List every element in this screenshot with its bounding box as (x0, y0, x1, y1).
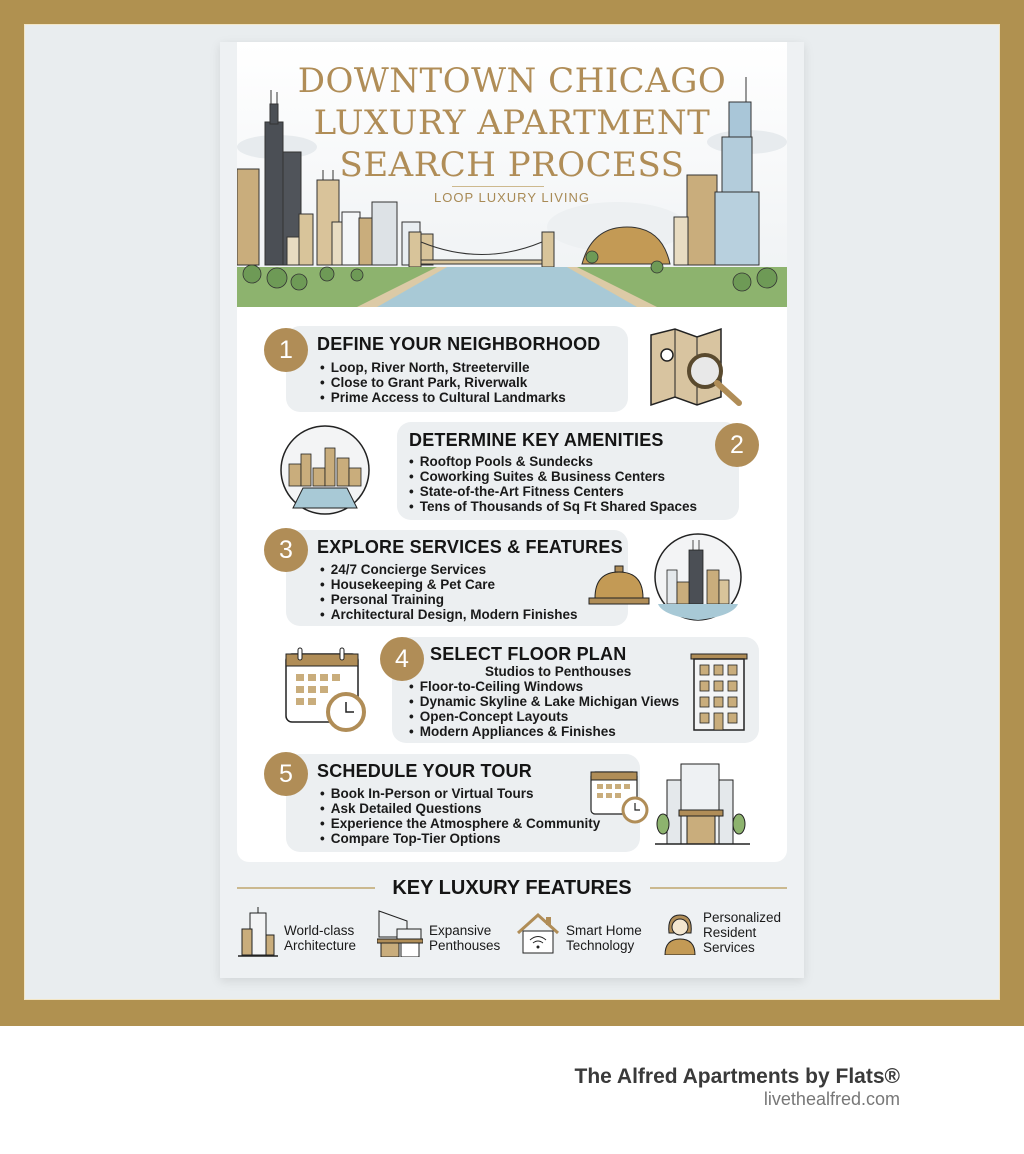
subtitle-divider (452, 186, 544, 187)
bullet: • Rooftop Pools & Sundecks (409, 454, 697, 469)
bullet: • Experience the Atmosphere & Community (320, 816, 600, 831)
building-entrance-icon (655, 758, 750, 848)
infographic-poster (220, 42, 804, 978)
bullet: • Compare Top-Tier Options (320, 831, 600, 846)
step-5-bullets (320, 786, 600, 846)
key-features-title: KEY LUXURY FEATURES (392, 877, 632, 899)
skyline-circle-icon (653, 532, 743, 622)
brand-url[interactable]: livethealfred.com (763, 1089, 900, 1109)
key-feature-smart-home (516, 905, 656, 965)
key-feature-architecture (238, 905, 378, 965)
bullet: • Architectural Design, Modern Finishes (320, 607, 578, 622)
hero-skyline (237, 42, 787, 307)
step-3-number: 3 (264, 528, 308, 572)
step-5-number: 5 (264, 752, 308, 796)
brand-name: The Alfred Apartments by Flats® (574, 1065, 900, 1088)
step-4-bullets (409, 679, 679, 739)
bullet: • Open-Concept Layouts (409, 709, 679, 724)
key-feature-resident-services (663, 905, 793, 965)
step-4-subtitle: Studios to Penthouses (485, 664, 632, 679)
bullet: • Prime Access to Cultural Landmarks (320, 390, 566, 405)
rooftop-pool-icon (279, 424, 371, 516)
poster-title (237, 60, 787, 186)
step-1-title: DEFINE YOUR NEIGHBORHOOD (317, 334, 601, 354)
bullet: • Ask Detailed Questions (320, 801, 600, 816)
step-2-number: 2 (715, 423, 759, 467)
step-2-bullets (409, 454, 697, 514)
step-4-title: SELECT FLOOR PLAN (430, 644, 627, 664)
main-panel (237, 42, 787, 862)
step-5-title: SCHEDULE YOUR TOUR (317, 761, 532, 781)
bullet: • Book In-Person or Virtual Tours (320, 786, 600, 801)
bullet: • State-of-the-Art Fitness Centers (409, 484, 697, 499)
skyscraper-icon (238, 907, 278, 957)
bullet: • Modern Appliances & Finishes (409, 724, 679, 739)
calendar-clock-icon (282, 644, 372, 734)
key-feature-penthouses (377, 905, 517, 965)
step-4-number: 4 (380, 637, 424, 681)
title-line-1: DOWNTOWN CHICAGO (297, 61, 727, 101)
step-3-bullets (320, 562, 578, 622)
bullet: • 24/7 Concierge Services (320, 562, 578, 577)
bullet: • Floor-to-Ceiling Windows (409, 679, 679, 694)
smart-home-icon (516, 911, 560, 955)
step-2-title: DETERMINE KEY AMENITIES (409, 430, 664, 450)
title-line-2: LUXURY APARTMENT (313, 103, 711, 143)
key-feature-label: World-class Architecture (284, 923, 357, 953)
step-1-number: 1 (264, 328, 308, 372)
bullet: • Tens of Thousands of Sq Ft Shared Spaces (409, 499, 697, 514)
penthouse-icon (377, 909, 423, 957)
key-feature-label: Expansive Penthouses (429, 923, 501, 953)
brand-footer (575, 1065, 900, 1110)
step-1-bullets (320, 360, 566, 405)
key-feature-label: Personalized Resident Services (703, 910, 782, 955)
concierge-person-icon (663, 913, 697, 955)
calendar-clock-icon (589, 766, 649, 824)
step-3-title: EXPLORE SERVICES & FEATURES (317, 537, 623, 557)
bullet: • Dynamic Skyline & Lake Michigan Views (409, 694, 679, 709)
bullet: • Loop, River North, Streeterville (320, 360, 566, 375)
key-feature-label: Smart Home Technology (566, 923, 642, 953)
title-line-3: SEARCH PROCESS (339, 145, 685, 185)
bullet: • Housekeeping & Pet Care (320, 577, 578, 592)
concierge-bell-icon (587, 564, 651, 610)
map-search-icon (647, 327, 747, 409)
apartment-building-icon (689, 652, 749, 732)
bullet: • Personal Training (320, 592, 578, 607)
poster-subtitle: LOOP LUXURY LIVING (433, 190, 590, 205)
bullet: • Close to Grant Park, Riverwalk (320, 375, 566, 390)
bullet: • Coworking Suites & Business Centers (409, 469, 697, 484)
